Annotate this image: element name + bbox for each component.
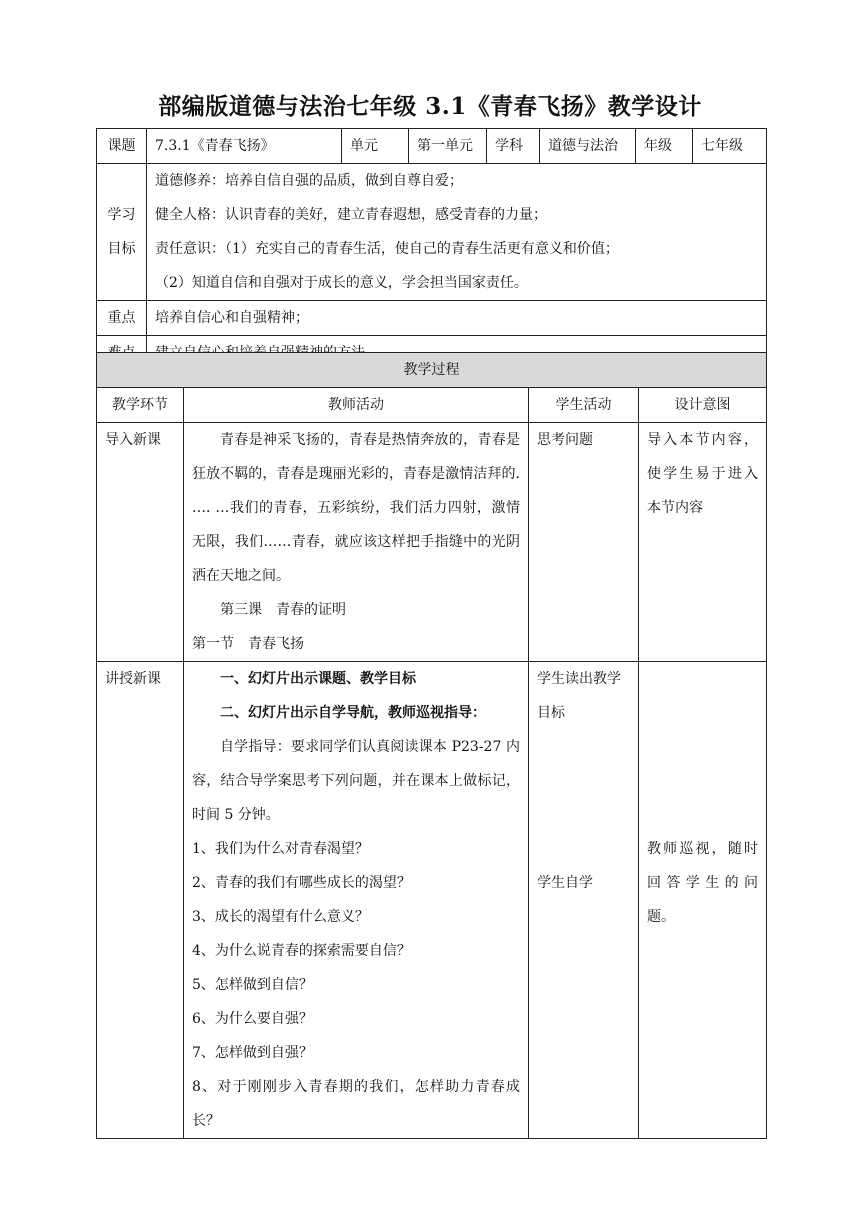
teach-intent-text: 教师巡视，随时回答学生的问题。 [647, 841, 758, 925]
teach-design-intent [639, 662, 767, 1139]
document-title: 部编版道德与法治七年级 3.1《青春飞扬》教学设计 [158, 93, 702, 120]
header-intent: 设计意图 [639, 388, 767, 423]
teach-row [97, 662, 767, 1139]
course-info-table [96, 128, 767, 371]
subject-value: 道德与法治 [540, 129, 636, 164]
goals-label [97, 164, 147, 301]
question-6: 6、为什么要自强？ [192, 1011, 313, 1027]
intro-row [97, 423, 767, 662]
teach-stage: 讲授新课 [97, 662, 184, 1139]
unit-value: 第一单元 [409, 129, 487, 164]
header-student: 学生活动 [529, 388, 639, 423]
goals-row [97, 164, 767, 301]
key-point-row [97, 301, 767, 336]
teach-student-activity [529, 662, 639, 1139]
spacer [537, 730, 630, 866]
self-study-guide: 自学指导：要求同学们认真阅读课本 P23-27 内容，结合导学案思考下列问题，并在课本上做标记，时间 5 分钟。 [192, 739, 520, 823]
goal-line-2: 健全人格：认识青春的美好，建立青春遐想，感受青春的力量； [155, 207, 547, 223]
lesson-heading: 第三课 青春的证明 [220, 602, 346, 618]
question-1: 1、我们为什么对青春渴望？ [192, 841, 369, 857]
student-self-study: 学生自学 [537, 875, 593, 891]
unit-label: 单元 [342, 129, 409, 164]
goal-line-3: 责任意识：（1）充实自己的青春生活，使自己的青春生活更有意义和价值； [155, 241, 619, 257]
goals-content [147, 164, 767, 301]
header-teacher: 教师活动 [184, 388, 529, 423]
intro-teacher-activity [184, 423, 529, 662]
grade-label: 年级 [636, 129, 693, 164]
question-5: 5、怎样做到自信？ [192, 977, 313, 993]
grade-value: 七年级 [693, 129, 767, 164]
intro-stage: 导入新课 [97, 423, 184, 662]
question-2: 2、青春的我们有哪些成长的渴望？ [192, 875, 411, 891]
step-1: 一、幻灯片出示课题、教学目标 [220, 671, 416, 687]
intro-design-intent: 导入本节内容，使学生易于进入本节内容 [639, 423, 767, 662]
goals-label-line-2: 目标 [107, 241, 136, 257]
teach-teacher-activity [184, 662, 529, 1139]
step-2: 二、幻灯片出示自学导航，教师巡视指导： [220, 705, 486, 721]
section-heading: 第一节 青春飞扬 [192, 636, 304, 652]
goal-line-4: （2）知道自信和自强对于成长的意义，学会担当国家责任。 [155, 275, 528, 291]
topic-value: 7.3.1《青春飞扬》 [147, 129, 342, 164]
question-7: 7、怎样做到自强？ [192, 1045, 313, 1061]
question-4: 4、为什么说青春的探索需要自信？ [192, 943, 411, 959]
goal-line-1: 道德修养：培养自信自强的品质，做到自尊自爱； [155, 173, 463, 189]
process-banner: 教学过程 [97, 353, 767, 388]
intro-paragraph: 青春是神采飞扬的，青春是热情奔放的，青春是狂放不羁的，青春是瑰丽光彩的，青春是激情洁拜的. …. …我们的青春，五彩缤纷，我们活力四射，激情无限，我们……青春，就应该这样把手指缝中的光阴洒在天地之间。 [192, 432, 520, 584]
goals-label-line-1: 学习 [107, 207, 136, 223]
question-3: 3、成长的渴望有什么意义？ [192, 909, 369, 925]
question-8: 8、对于刚刚步入青春期的我们，怎样助力青春成长？ [192, 1079, 520, 1129]
header-stage: 教学环节 [97, 388, 184, 423]
topic-row [97, 129, 767, 164]
subject-label: 学科 [487, 129, 540, 164]
process-header-row [97, 388, 767, 423]
teaching-process-table [96, 352, 767, 1139]
key-point-label: 重点 [97, 301, 147, 336]
student-read-goals: 学生读出教学目标 [537, 671, 621, 721]
spacer [647, 662, 758, 832]
intro-student-activity: 思考问题 [529, 423, 639, 662]
key-point-value: 培养自信心和自强精神； [147, 301, 767, 336]
topic-label: 课题 [97, 129, 147, 164]
